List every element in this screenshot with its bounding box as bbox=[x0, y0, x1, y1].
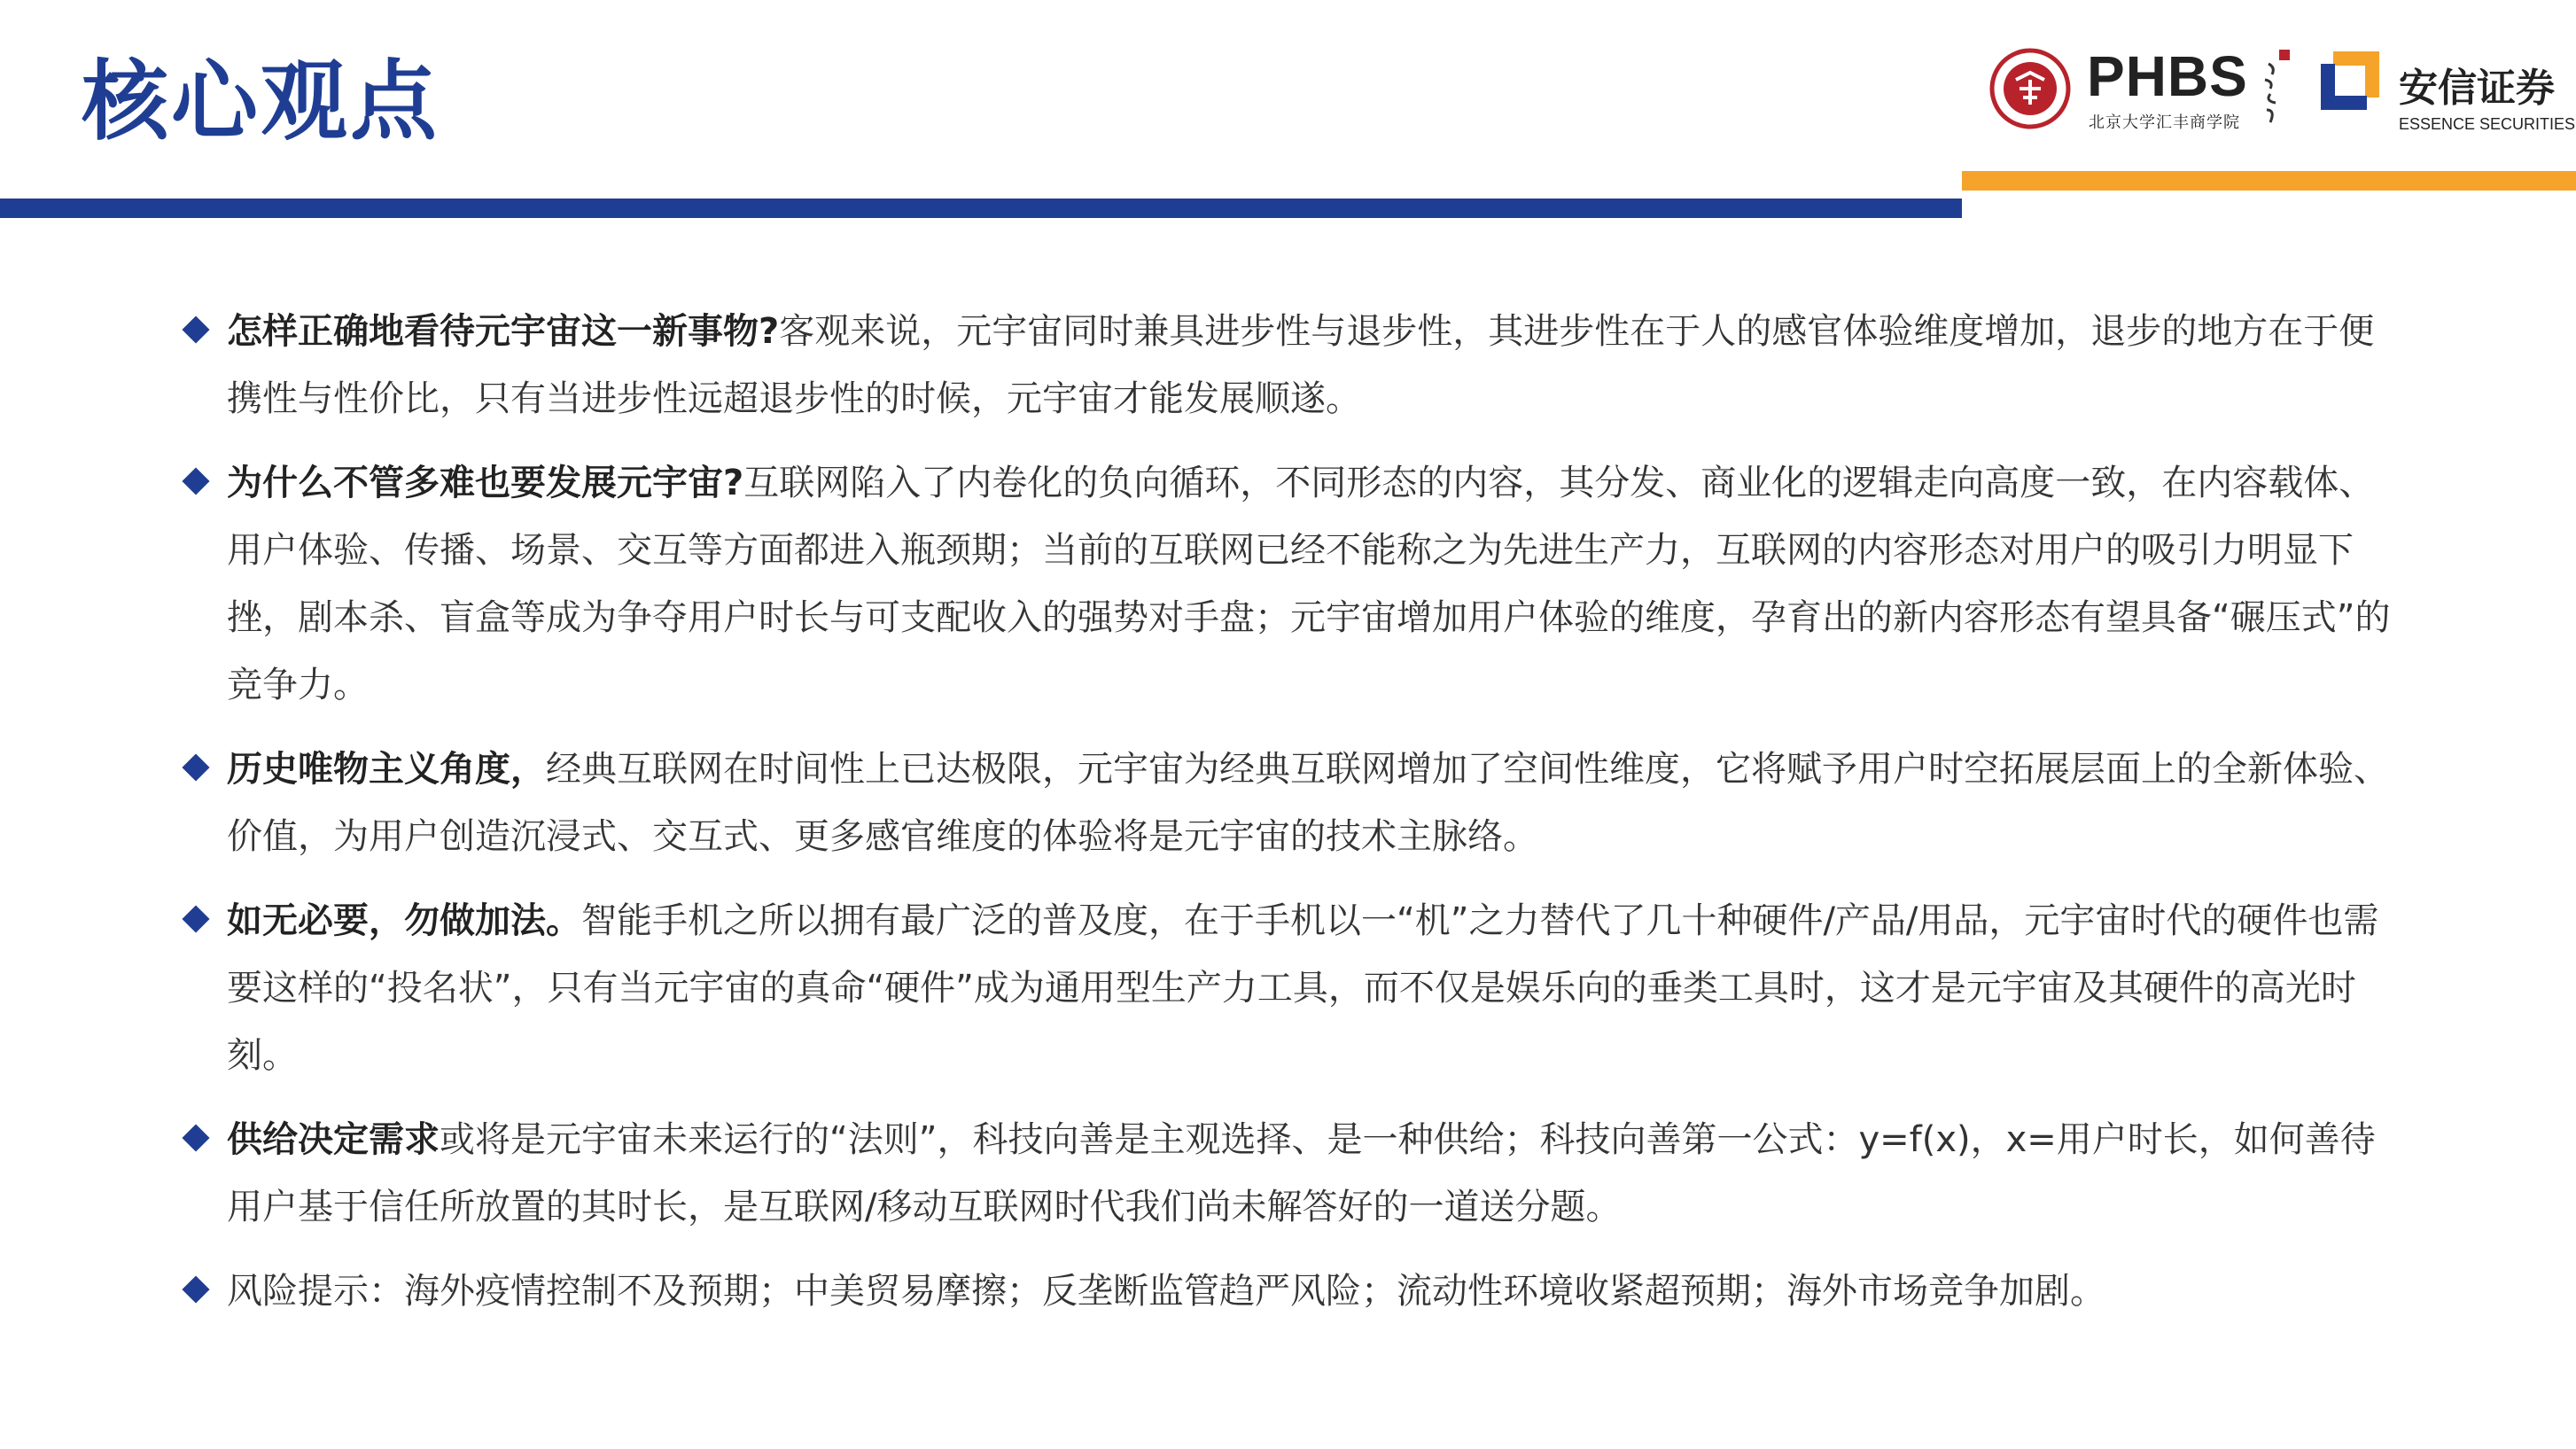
header-divider-bar bbox=[0, 199, 1962, 218]
diamond-bullet-icon bbox=[182, 316, 209, 343]
calligraphy-inscription-icon bbox=[2260, 48, 2292, 133]
essence-logo-cn: 安信证券 bbox=[2399, 66, 2555, 111]
diamond-bullet-icon bbox=[182, 1275, 209, 1303]
key-point-text: 客观来说，元宇宙同时兼具进步性与退步性，其进步性在于人的感官体验维度增加，退步的地方在于便携性与性价比，只有当进步性远超退步性的时候，元宇宙才能发展顺遂。 bbox=[227, 311, 2375, 419]
key-point-heading: 如无必要，勿做加法。 bbox=[227, 900, 581, 941]
phbs-logo-subtitle: 北京大学汇丰商学院 bbox=[2089, 113, 2240, 132]
key-point-item bbox=[186, 298, 2401, 432]
diamond-bullet-icon bbox=[182, 1124, 209, 1151]
diamond-bullet-icon bbox=[182, 905, 209, 932]
risk-warning-item bbox=[186, 1258, 2401, 1325]
key-point-heading: 供给决定需求 bbox=[227, 1119, 440, 1160]
diamond-bullet-icon bbox=[182, 753, 209, 781]
key-point-text: 或将是元宇宙未来运行的“法则”，科技向善是主观选择、是一种供给；科技向善第一公式：y=f(x)，x=用户时长，如何善待用户基于信任所放置的其时长，是互联网/移动互联网时代我们尚未解答好的一道送分题。 bbox=[227, 1119, 2376, 1227]
key-point-item bbox=[186, 1106, 2401, 1241]
key-point-text: 互联网陷入了内卷化的负向循环，不同形态的内容，其分发、商业化的逻辑走向高度一致，在内容载体、用户体验、传播、场景、交互等方面都进入瓶颈期；当前的互联网已经不能称之为先进生产力，互联网的内容形态对用户的吸引力明显下挫，剧本杀、盲盒等成为争夺用户时长与可支配收入的强势对手盘；元宇宙增加用户体验的维度，孕育出的新内容形态有望具备“碾压式”的竞争力。 bbox=[227, 463, 2391, 705]
header-accent-bar bbox=[1962, 171, 2576, 191]
key-point-heading: 历史唯物主义角度， bbox=[227, 749, 546, 790]
essence-logo-en: ESSENCE SECURITIES bbox=[2399, 115, 2576, 133]
key-point-item bbox=[186, 887, 2401, 1089]
diamond-bullet-icon bbox=[182, 467, 209, 495]
essence-securities-mark-icon bbox=[2317, 48, 2383, 113]
key-point-item bbox=[186, 736, 2401, 870]
page-title: 核心观点 bbox=[82, 51, 440, 152]
peking-university-seal-icon bbox=[1989, 48, 2071, 129]
key-point-text: 智能手机之所以拥有最广泛的普及度，在于手机以一“机”之力替代了几十种硬件/产品/用品，元宇宙时代的硬件也需要这样的“投名状”，只有当元宇宙的真命“硬件”成为通用型生产力工具，而不仅是娱乐向的垂类工具时，这才是元宇宙及其硬件的高光时刻。 bbox=[227, 900, 2379, 1076]
key-point-text: 经典互联网在时间性上已达极限，元宇宙为经典互联网增加了空间性维度，它将赋予用户时空拓展层面上的全新体验、价值，为用户创造沉浸式、交互式、更多感官维度的体验将是元宇宙的技术主脉络。 bbox=[227, 749, 2389, 857]
risk-warning-text: 风险提示：海外疫情控制不及预期；中美贸易摩擦；反垄断监管趋严风险；流动性环境收紧超预期；海外市场竞争加剧。 bbox=[227, 1271, 2105, 1312]
phbs-logo-text: PHBS bbox=[2087, 44, 2248, 108]
key-point-item bbox=[186, 449, 2401, 719]
key-point-heading: 怎样正确地看待元宇宙这一新事物? bbox=[227, 311, 780, 352]
key-point-heading: 为什么不管多难也要发展元宇宙? bbox=[227, 463, 744, 503]
key-points-list bbox=[186, 298, 2401, 1342]
